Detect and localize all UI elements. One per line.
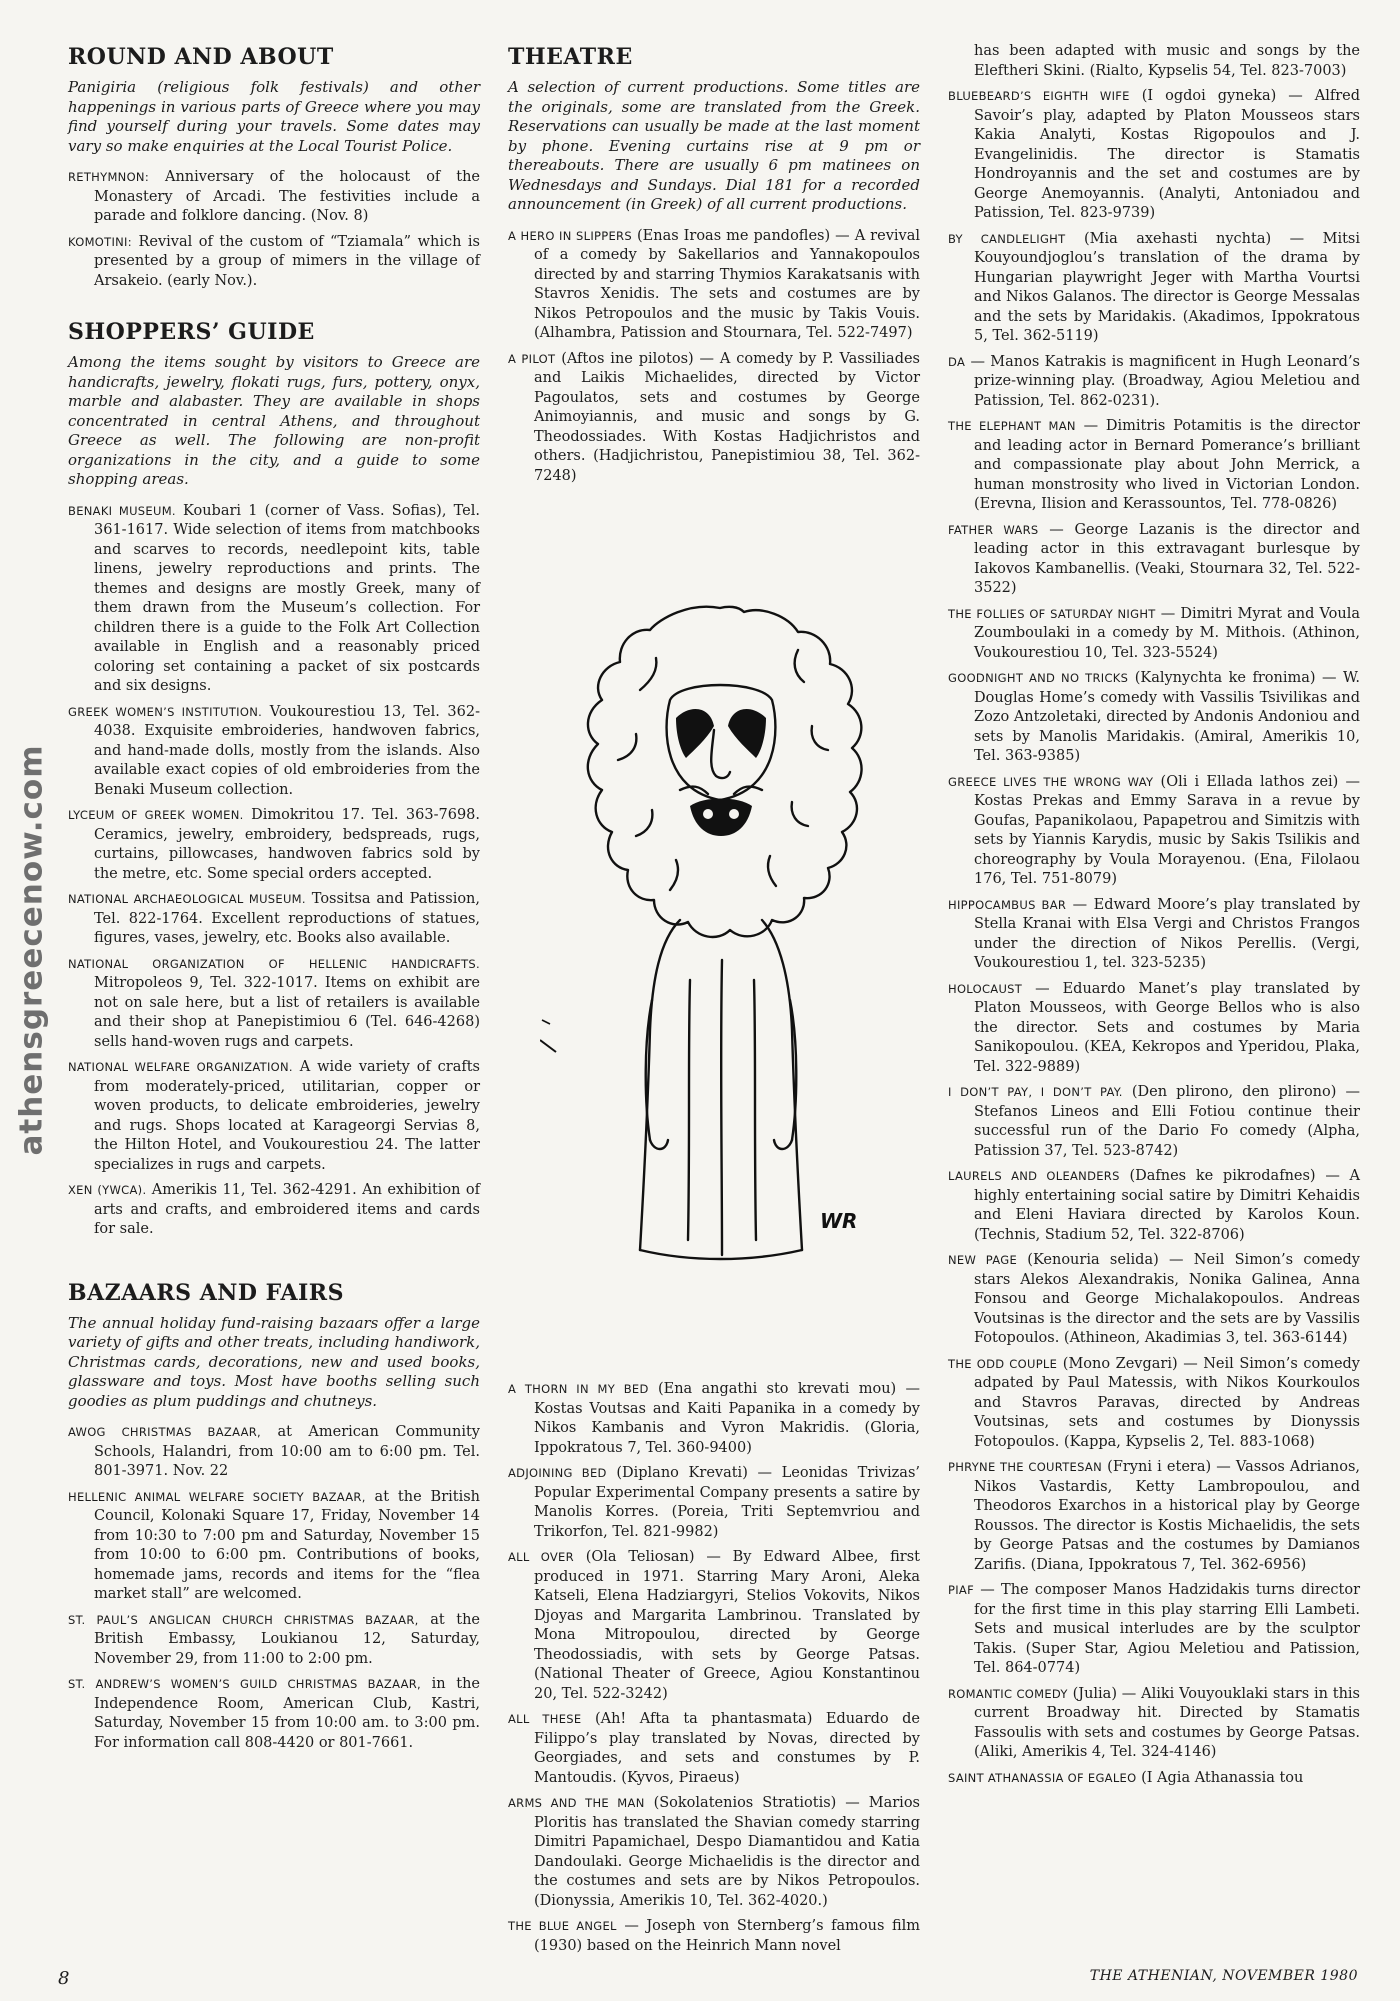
listing-heading: SAINT ATHANASSIA OF EGALEO [948,1770,1137,1785]
listing-entry [948,1769,1360,1789]
listing-entry [508,1794,920,1911]
listing-text: in the Independence Room, American Club, Kastri, Saturday, November 15 from 10:00 am. to 3:00 pm. For information call 808-4420 or 801-7661. [94,1676,480,1751]
listing-entry [948,87,1360,224]
listing-text: Tossitsa and Patission, Tel. 822-1764. Excellent reproductions of statues, figures, vases, jewelry, etc. Books also available. [94,891,481,946]
listing-heading: HELLENIC ANIMAL WELFARE SOCIETY BAZAAR, [68,1489,366,1504]
listing-text: (Dafnes ke pikrodafnes) — A highly entertaining social satire by Dimitri Kehaidis and Eleni Haviara directed by Karolos Koun. (Technis, Stadium 52, Tel. 322-8706) [974,1168,1361,1243]
listing-entry [948,353,1360,412]
running-footer: THE ATHENIAN, NOVEMBER 1980 [1089,1968,1358,1984]
listing-heading: NATIONAL ORGANIZATION OF HELLENIC HANDICRAFTS. [68,956,480,971]
listing-entry [508,227,920,344]
listing-text: (Diplano Krevati) — Leonidas Trivizas’ Popular Experimental Company presents a satire by Manolis Korres. (Poreia, Triti Septemvriou and Trikorfon, Tel. 821-9982) [534,1465,921,1540]
listing-text: — Eduardo Manet’s play translated by Platon Mousseos, with George Bellos who is also the director. Sets and costumes by Maria Sanikopoulou. (KEA, Kekropos and Yperidou, Plaka, Tel. 322-9889) [974,980,1361,1075]
listing-heading: A THORN IN MY BED [508,1382,649,1396]
listing-entry [68,703,480,801]
listing-entry [948,1458,1360,1575]
listing-entry [68,1611,480,1670]
listing-entry [68,955,480,1053]
listing-text: Mitropoleos 9, Tel. 322-1017. Items on exhibit are not on sale here, but a list of retailers is available and their shop at Panepistimiou 6 (Tel. 646-4268) sells hand-woven rugs and carpets. [94,975,480,1050]
listing-heading: FATHER WARS [948,522,1039,537]
listing-heading: ADJOINING BED [508,1466,607,1480]
listing-heading: PHRYNE THE COURTESAN [948,1460,1102,1474]
listing-heading: DA [948,354,966,369]
listing-entry [948,1581,1360,1679]
bazaars-intro: The annual holiday fund-raising bazaars offer a large variety of gifts and other treats, including handiwork, Christmas cards, decorations, new and used books, glassware and toys. Most have booths selling such goodies as plum puddings and chutneys. [68,1313,480,1410]
listing-text: at the British Council, Kolonaki Square 17, Friday, November 14 from 10:30 to 7:00 pm and Saturday, November 15 from 10:00 to 6:00 pm. Contributions of books, homemade jams, records and items for the “flea market stall” are welcomed. [94,1488,481,1602]
round-about-list [68,168,480,291]
cartoon-illustration [540,600,900,1270]
continued-entry-text: has been adapted with music and songs by the Eleftheri Skini. (Rialto, Kypselis 54, Tel. 823-7003) [974,43,1360,79]
listing-heading: RETHYMNON: [68,170,150,184]
listing-heading: GREECE LIVES THE WRONG WAY [948,774,1154,789]
listing-entry [948,1251,1360,1349]
listing-heading: ST. PAUL’S ANGLICAN CHURCH CHRISTMAS BAZAAR, [68,1612,419,1627]
listing-text: (Julia) — Aliki Vouyouklaki stars in this current Broadway hit. Directed by Stamatis Fassoulis with sets and costumes by George Patsas. (Aliki, Amerikis 4, Tel. 324-4146) [974,1685,1361,1760]
listing-text: (Fryni i etera) — Vassos Adrianos, Nikos Vastardis, Ketty Lambropoulou, and Theodoros Exarchos in a historical play by George Roussos. The director is Kostis Michaelidis, the sets by George Patsas and the costumes by Damianos Zarifis. (Diana, Ippokratous 7, Tel. 362-6956) [974,1459,1361,1573]
listing-text: (Ena angathi sto krevati mou) — Kostas Voutsas and Kaiti Papanika in a comedy by Nikos Kambanis and Vyron Makridis. (Gloria, Ippokratous 7, Tel. 360-9400) [534,1381,921,1456]
listing-heading: PIAF [948,1583,975,1597]
listing-entry [68,233,480,292]
listing-text: Anniversary of the holocaust of the Monastery of Arcadi. The festivities include a parade and folklore dancing. (Nov. 8) [94,169,480,224]
shoppers-guide-heading: SHOPPERS’ GUIDE [68,319,315,345]
middle-column [508,44,920,492]
listing-heading: ST. ANDREW’S WOMEN’S GUILD CHRISTMAS BAZAAR, [68,1677,422,1691]
listing-text: — George Lazanis is the director and leading actor in this extravagant burlesque by Iakovos Kambanellis. (Veaki, Stournara 32, Tel. 522-3522) [974,521,1361,596]
listing-entry [68,168,480,227]
listing-text: Dimokritou 17. Tel. 363-7698. Ceramics, jewelry, embroidery, bedspreads, rugs, curtains, pillowcases, handwoven fabrics sold by the metre, etc. Some special orders accepted. [94,807,481,882]
round-about-intro: Panigiria (religious folk festivals) and other happenings in various parts of Greece where you may find yourself during your travels. Some dates may vary so make enquiries at the Local Tourist Police. [68,78,480,155]
listing-entry [948,417,1360,515]
watermark-text: athensgreecenow.com [14,744,50,1156]
listing-heading: GREEK WOMEN’S INSTITUTION. [68,704,263,719]
listing-entry [948,1355,1360,1453]
listing-heading: KOMOTINI: [68,234,132,249]
theatre-list-top [508,227,920,487]
listing-text: Voukourestiou 13, Tel. 362-4038. Exquisite embroideries, handwoven fabrics, and hand-made dolls, mostly from the islands. Also available exact copies of old embroideries from the Benaki Museum collection. [94,703,481,798]
listing-heading: HOLOCAUST [948,981,1023,996]
watermark [2,744,62,1156]
listing-heading: BY CANDLELIGHT [948,231,1066,246]
listing-heading: BENAKI MUSEUM. [68,503,176,518]
listing-heading: THE BLUE ANGEL [508,1919,617,1933]
theatre-heading: THEATRE [508,44,633,70]
cartoonist-signature: WR [820,1209,858,1233]
listing-heading: NATIONAL WELFARE ORGANIZATION. [68,1060,293,1074]
listing-text: (Enas Iroas me pandofles) — A revival of a comedy by Sakellarios and Yannakopoulos directed by and starring Thymios Karakatsanis with Stavros Xenidis. The sets and costumes are by Nikos Petropoulos and the music by Takis Vouis. (Alhambra, Patission and Stournara, Tel. 522-7497) [534,227,921,341]
listing-heading: ALL THESE [508,1712,582,1726]
listing-text: (Sokolatenios Stratiotis) — Marios Ploritis has translated the Shavian comedy starring Dimitri Papamichael, Despo Diamantidou and Katia Dandoulaki. George Michaelidis is the director and the costumes and sets are by Nikos Petropoulos. (Dionyssia, Amerikis 10, Tel. 362-4020.) [534,1795,920,1909]
listing-entry [948,1167,1360,1245]
listing-heading: ROMANTIC COMEDY [948,1686,1068,1701]
listing-entry [508,1917,920,1956]
listing-text: (I Agia Athanassia tou [1141,1769,1304,1786]
listing-entry [68,502,480,697]
listing-text: A wide variety of crafts from moderately-priced, utilitarian, copper or woven products, to delicate embroideries, jewelry and rugs. Shops located at Karageorgi Servias 8, the Hilton Hotel, and Voukourestiou 24. The latter specializes in rugs and carpets. [94,1059,480,1173]
bearded-figure-drawing [540,600,900,1270]
shoppers-guide-intro: Among the items sought by visitors to Greece are handicrafts, jewelry, flokati rugs, furs, pottery, onyx, marble and alabaster. They are available in shops concentrated in central Athens, and throughout Greece as well. The following are non-profit organizations in the city, and a guide to some shopping areas. [68,353,480,488]
listing-text: (Mia axehasti nychta) — Mitsi Kouyoundjoglou’s translation of the drama by Hungarian playwright Jeger with Martha Vourtsi and Nikos Galanos. The director is George Messalas and the sets by Maridakis. (Akadimos, Ippokratous 5, Tel. 362-5119) [974,230,1360,344]
listing-text: — Dimitris Potamitis is the director and leading actor in Bernard Pomerance’s brilliant and compassionate play about John Merrick, a human monstrosity who lived in Victorian London. (Erevna, Ilision and Kerassountos, Tel. 778-0826) [974,418,1360,512]
listing-text: (Aftos ine pilotos) — A comedy by P. Vassiliades and Laikis Michaelides, directed by Victor Pagoulatos, sets and costumes by George Animoyiannis, and music and songs by G. Theodossiades. With Kostas Hadjichristos and others. (Hadjichristou, Panepistimiou 38, Tel. 362-7248) [534,350,921,484]
listing-entry [68,1058,480,1175]
listing-text: (Den plirono, den plirono) — Stefanos Lineos and Elli Fotiou continue their successful run of the Dario Fo comedy (Alpha, Patission 37, Tel. 523-8742) [974,1084,1361,1159]
shoppers-guide-list [68,502,480,1240]
listing-text: — Joseph von Sternberg’s famous film (1930) based on the Heinrich Mann novel [534,1918,920,1954]
theatre-list-bottom [508,1380,920,1956]
listing-entry [508,1548,920,1704]
listing-heading: LYCEUM OF GREEK WOMEN. [68,808,244,822]
listing-entry [948,230,1360,347]
listing-heading: I DON’T PAY, I DON’T PAY. [948,1085,1123,1099]
listing-text: (I ogdoi gyneka) — Alfred Savoir’s play, adapted by Platon Mousseos stars Kakia Analyti, Kostas Rigopoulos and J. Evangelinidis. The director is Stamatis Hondroyannis and the set and costumes are by George Anemoyannis. (Analyti, Antoniadou and Patission, Tel. 823-9739) [974,88,1361,221]
listing-text: (Ah! Afta ta phantasmata) Eduardo de Filippo’s play translated by Novas, directed by Georgiades, and sets and constumes by P. Mantoudis. (Kyvos, Piraeus) [534,1711,921,1786]
listing-entry [68,1488,480,1605]
listing-text: Koubari 1 (corner of Vass. Sofias), Tel. 361-1617. Wide selection of items from matchbooks and scarves to records, needlepoint kits, table linens, jewelry reproductions and prints. The themes and designs are mostly Greek, many of them drawn from the Museum’s collection. For children there is a guide to the Folk Art Collection available in English and a reasonably priced coloring set containing a packet of six postcards and six designs. [94,502,480,694]
listing-heading: A HERO IN SLIPPERS [508,228,632,243]
listing-entry [948,773,1360,890]
listing-entry [68,1423,480,1482]
listing-heading: HIPPOCAMBUS BAR [948,897,1067,912]
listing-entry [68,806,480,884]
listing-entry [948,896,1360,974]
right-column [948,42,1360,1794]
theatre-list-col3 [948,87,1360,1788]
listing-text: (Mono Zevgari) — Neil Simon’s comedy adpated by Paul Matessis, with Nikos Kourkoulos and Stavros Paravas, directed by Andreas Voutsinas, sets and costumes by Dionyssis Fotopoulos. (Kappa, Kypselis 2, Tel. 883-1068) [974,1355,1360,1450]
theatre-intro: A selection of current productions. Some titles are the originals, some are translated from the Greek. Reservations can usually be made at the last moment by phone. Evening curtains rise at 9 pm or thereabouts. There are usually 6 pm matinees on Wednesdays and Sundays. Dial 181 for a recorded announcement (in Greek) of all current productions. [508,78,920,213]
round-about-heading: ROUND AND ABOUT [68,44,334,70]
listing-heading: NEW PAGE [948,1253,1018,1267]
listing-heading: ARMS AND THE MAN [508,1796,645,1810]
listing-heading: THE ELEPHANT MAN [948,419,1076,433]
listing-heading: THE ODD COUPLE [948,1356,1058,1371]
listing-heading: XEN (YWCA). [68,1183,147,1197]
listing-entry [508,1464,920,1542]
listing-entry [508,1380,920,1458]
listing-entry [948,669,1360,767]
listing-heading: GOODNIGHT AND NO TRICKS [948,671,1129,685]
listing-entry [948,980,1360,1078]
listing-heading: BLUEBEARD’S EIGHTH WIFE [948,89,1130,103]
middle-column-lower [508,1380,920,1962]
bazaars-heading: BAZAARS AND FAIRS [68,1279,344,1306]
listing-entry [948,521,1360,599]
listing-text: Revival of the custom of “Tziamala” which is presented by a group of mimers in the village of Arsakeio. (early Nov.). [94,233,481,289]
page-number: 8 [58,1968,70,1989]
listing-entry [508,1710,920,1788]
listing-text: (Kalynychta ke fronima) — W. Douglas Home’s comedy with Vassilis Tsivilikas and Zozo Antzoletaki, directed by Andonis Andoniou and sets by Manolis Maridakis. (Amiral, Amerikis 10, Tel. 363-9385) [974,670,1361,764]
listing-entry [948,605,1360,664]
listing-text: at the British Embassy, Loukianou 12, Saturday, November 29, from 11:00 to 2:00 pm. [94,1611,481,1667]
listing-text: (Kenouria selida) — Neil Simon’s comedy stars Alekos Alexandrakis, Nonika Galinea, Anna Fonsou and George Michalakopoulos. Andreas Voutsinas is the director and the sets are by Vassilis Fotopoulos. (Athineon, Akadimias 3, tel. 363-6144) [974,1252,1360,1346]
listing-text: (Ola Teliosan) — By Edward Albee, first produced in 1971. Starring Mary Aroni, Aleka Katseli, Elena Hadziargyri, Stelios Vokovits, Nikos Djoyas and Margarita Lambrinou. Translated by Mona Mitropoulou, directed by George Theodossiadis, with sets by George Patsas. (National Theater of Greece, Agiou Konstantinou 20, Tel. 522-3242) [534,1549,921,1702]
listing-text: — Manos Katrakis is magnificent in Hugh Leonard’s prize-winning play. (Broadway, Agiou Meletiou and Patission, Tel. 862-0231). [970,353,1360,409]
listing-heading: THE FOLLIES OF SATURDAY NIGHT [948,606,1156,621]
listing-text: — Edward Moore’s play translated by Stella Kranai with Elsa Vergi and Christos Frangos under the direction of Nikos Perellis. (Vergi, Voukourestiou 1, tel. 323-5235) [974,896,1361,971]
listing-text: Amerikis 11, Tel. 362-4291. An exhibition of arts and crafts, and embroidered items and cards for sale. [94,1182,480,1237]
listing-entry [508,350,920,487]
left-column [68,44,480,1759]
listing-entry [68,1181,480,1240]
listing-entry [948,1685,1360,1763]
listing-entry [68,890,480,949]
listing-heading: ALL OVER [508,1550,574,1564]
listing-heading: NATIONAL ARCHAEOLOGICAL MUSEUM. [68,892,306,906]
bazaars-list [68,1423,480,1753]
listing-heading: AWOG CHRISTMAS BAZAAR, [68,1425,261,1439]
listing-text: at American Community Schools, Halandri, from 10:00 am to 6:00 pm. Tel. 801-3971. Nov. 22 [94,1424,480,1479]
listing-text: (Oli i Ellada lathos zei) — Kostas Prekas and Emmy Sarava in a revue by Goufas, Papanikolaou, Papapetrou and Simitzis with sets by Yiannis Karydis, music by Sakis Tsilikis and choreography by Voula Morayenou. (Ena, Filolaou 176, Tel. 751-8079) [974,773,1361,887]
listing-heading: LAURELS AND OLEANDERS [948,1169,1120,1183]
listing-heading: A PILOT [508,351,556,366]
listing-text: — Dimitri Myrat and Voula Zoumboulaki in a comedy by M. Mithois. (Athinon, Voukourestiou 10, Tel. 323-5524) [974,605,1361,661]
listing-entry [948,1083,1360,1161]
listing-text: — The composer Manos Hadzidakis turns director for the first time in this play starring Elli Lambeti. Sets and musical interludes are by the sculptor Takis. (Super Star, Agiou Meletiou and Patission, Tel. 864-0774) [974,1582,1361,1676]
listing-entry [68,1675,480,1753]
